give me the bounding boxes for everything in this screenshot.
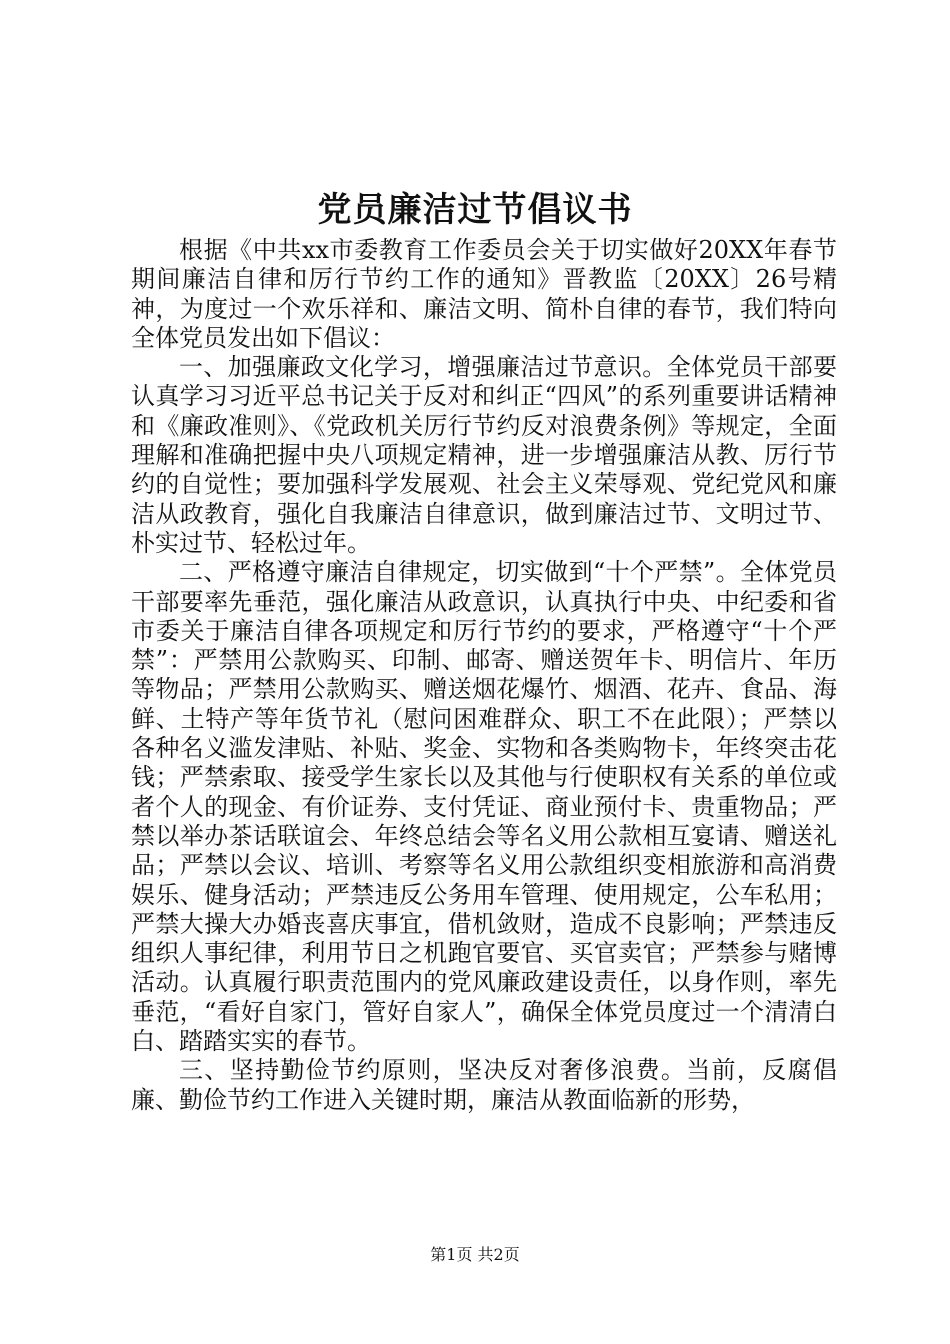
paragraph-intro: 根据《中共xx市委教育工作委员会关于切实做好20XX年春节期间廉洁自律和厉行节约工作的通知》晋教监〔20XX〕26号精神，为度过一个欢乐祥和、廉洁文明、简朴自律的春节，我们特向全体党员发出如下倡议： [131, 236, 837, 352]
paragraph-item-1: 一、加强廉政文化学习，增强廉洁过节意识。全体党员干部要认真学习习近平总书记关于反对和纠正“四风”的系列重要讲话精神和《廉政准则》、《党政机关厉行节约反对浪费条例》等规定，全面理解和准确把握中央八项规定精神，进一步增强廉洁从教、厉行节约的自觉性；要加强科学发展观、社会主义荣辱观、党纪党风和廉洁从政教育，强化自我廉洁自律意识，做到廉洁过节、文明过节、朴实过节、轻松过年。 [131, 353, 837, 557]
paragraph-item-3: 三、坚持勤俭节约原则，坚决反对奢侈浪费。当前，反腐倡廉、勤俭节约工作进入关键时期，廉洁从教面临新的形势， [131, 1056, 837, 1114]
document-body [131, 236, 837, 1115]
paragraph-item-2: 二、严格遵守廉洁自律规定，切实做到“十个严禁”。全体党员干部要率先垂范，强化廉洁从政意识，认真执行中央、中纪委和省市委关于廉洁自律各项规定和厉行节约的要求，严格遵守“十个严禁”：严禁用公款购买、印制、邮寄、赠送贺年卡、明信片、年历等物品；严禁用公款购买、赠送烟花爆竹、烟酒、花卉、食品、海鲜、土特产等年货节礼（慰问困难群众、职工不在此限）；严禁以各种名义滥发津贴、补贴、奖金、实物和各类购物卡，年终突击花钱；严禁索取、接受学生家长以及其他与行使职权有关系的单位或者个人的现金、有价证券、支付凭证、商业预付卡、贵重物品；严禁以举办茶话联谊会、年终总结会等名义用公款相互宴请、赠送礼品；严禁以会议、培训、考察等名义用公款组织变相旅游和高消费娱乐、健身活动；严禁违反公务用车管理、使用规定，公车私用；严禁大操大办婚丧喜庆事宜，借机敛财，造成不良影响；严禁违反组织人事纪律，利用节日之机跑官要官、买官卖官；严禁参与赌博活动。认真履行职责范围内的党风廉政建设责任，以身作则，率先垂范，“看好自家门，管好自家人”，确保全体党员度过一个清清白白、踏踏实实的春节。 [131, 558, 837, 1056]
document-title: 党员廉洁过节倡议书 [317, 190, 633, 230]
page-number-footer: 第1页 共2页 [430, 1245, 520, 1264]
